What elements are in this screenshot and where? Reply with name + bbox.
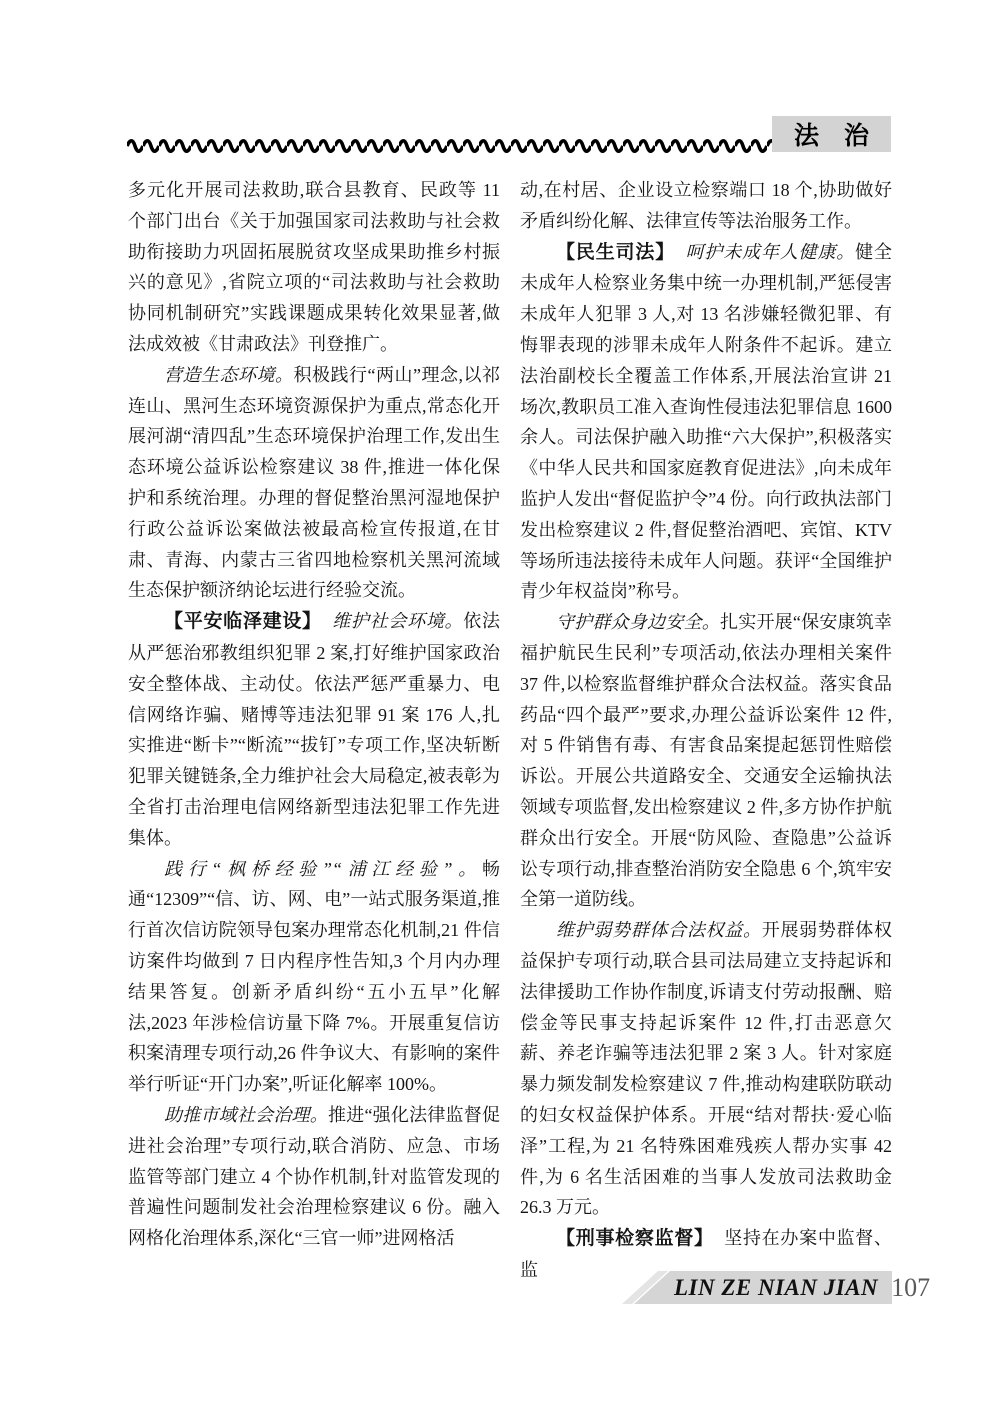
body-text: 健全未成年人检察业务集中统一办理机制,严惩侵害未成年人犯罪 3 人,对 13 名涉嫌轻微犯罪、有悔罪表现的涉罪未成年人附条件不起诉。建立法治副校长全覆盖工作体系,开展法治宣讲 21 场次,教职员工准入查询性侵违法犯罪信息 1600 余人。司法保护融入助推“六大保护”,积极落实《中华人民共和国家庭教育促进法》,向未成年监护人发出“督促监护令”4 份。向行政执法部门发出检察建议 2 件,督促整治酒吧、宾馆、KTV 等场所违法接待未成年人问题。获评“全国维护青少年权益岗”称号。 [520,241,893,602]
paragraph [520,237,892,608]
paragraph [128,1100,500,1254]
section-heading: 【平安临泽建设】 [164,611,322,633]
topic-lead: 维护弱势群体合法权益。 [556,920,762,941]
paragraph [128,606,500,853]
paragraph [520,607,892,915]
paragraph [520,915,892,1223]
book-title: LIN ZE NIAN JIAN [674,1274,879,1300]
body-text: 依法从严惩治邪教组织犯罪 2 案,打好维护国家政治安全整体战、主动仗。依法严惩严重暴力、电信网络诈骗、赌博等违法犯罪 91 案 176 人,扎实推进“断卡”“断流”“拔钉”专项工作,坚决斩断犯罪关键链条,全力维护社会大局稳定,被表彰为全省打击治理电信网络新型违法犯罪工作先进集体。 [128,611,501,848]
body-text: 积极践行“两山”理念,以祁连山、黑河生态环境资源保护为重点,常态化开展河湖“清四乱”生态环境保护治理工作,发出生态环境公益诉讼检察建议 38 件,推进一体化保护和系统治理。办理的督促整治黑河湿地保护行政公益诉讼案做法被最高检宣传报道,在甘肃、青海、内蒙古三省四地检察机关黑河流域生态保护额济纳论坛进行经验交流。 [128,364,501,601]
section-heading: 【刑事检察监督】 [556,1228,714,1250]
topic-lead: 践行“枫桥经验”“浦江经验”。 [164,858,482,879]
footer-banner [612,1271,931,1305]
body-text: 动,在村居、企业设立检察端口 18 个,协助做好矛盾纠纷化解、法律宣传等法治服务工作。 [520,180,892,231]
paragraph [128,854,500,1100]
column-left [128,175,500,1254]
body-text: 扎实开展“保安康筑幸福护航民生民利”专项活动,依法办理相关案件 37 件,以检察监督维护群众合法权益。落实食品药品“四个最严”要求,办理公益诉讼案件 12 件,对 5 件销售有毒、有害食品案提起惩罚性赔偿诉讼。开展公共道路安全、交通安全运输执法领域专项监督,发出检察建议 2 件,多方协作护航群众出行安全。开展“防风险、查隐患”公益诉讼专项行动,排查整治消防安全隐患 6 个,筑牢安全第一道防线。 [520,612,892,910]
body-text: 多元化开展司法救助,联合县教育、民政等 11 个部门出台《关于加强国家司法救助与社会救助衔接助力巩固拓展脱贫攻坚成果助推乡村振兴的意见》,省院立项的“司法救助与社会救助协同机制研究”实践课题成果转化效果显著,做法成效被《甘肃政法》刊登推广。 [128,180,500,354]
topic-lead: 助推市域社会治理。 [164,1104,328,1125]
section-heading: 【民生司法】 [556,241,676,263]
page-number: 107 [891,1272,931,1302]
paragraph [128,360,500,606]
paragraph [128,175,500,360]
section-tab-label: 法 治 [793,122,869,150]
zigzag-divider-icon [127,138,773,153]
body-text: 坚持在办案中监督、监 [520,1228,892,1280]
footer-text [674,1271,930,1304]
topic-lead: 维护社会环境。 [332,611,464,632]
body-text: 推进“强化法律监督促进社会治理”专项行动,联合消防、应急、市场监管等部门建立 4 个协作机制,针对监管发现的普遍性问题制发社会治理检察建议 6 份。融入网格化治理体系,深化“三官一师”进网格活 [128,1104,500,1249]
topic-lead: 营造生态环境。 [164,364,294,385]
column-right [520,175,892,1286]
body-text: 畅通“12309”“信、访、网、电”一站式服务渠道,推行首次信访院领导包案办理常态化机制,21 件信访案件均做到 7 日内程序性告知,3 个月内办理结果答复。创新矛盾纠纷“五小五早”化解法,2023 年涉检信访量下降 7%。开展重复信访积案清理专项行动,26 件争议大、有影响的案件举行听证“开门办案”,听证化解率 100%。 [128,858,500,1095]
section-tab [772,116,891,152]
topic-lead: 守护群众身边安全。 [556,612,720,633]
paragraph [520,175,892,237]
body-text: 开展弱势群体权益保护专项行动,联合县司法局建立支持起诉和法律援助工作协作制度,诉请支付劳动报酬、赔偿金等民事支持起诉案件 12 件,打击恶意欠薪、养老诈骗等违法犯罪 2 案 3 人。针对家庭暴力频发制发检察建议 7 件,推动构建联防联动的妇女权益保护体系。开展“结对帮扶·爱心临泽”工程,为 21 名特殊困难残疾人帮办实事 42 件,为 6 名生活困难的当事人发放司法救助金 26.3 万元。 [520,920,893,1218]
topic-lead: 呵护未成年人健康。 [685,241,856,262]
